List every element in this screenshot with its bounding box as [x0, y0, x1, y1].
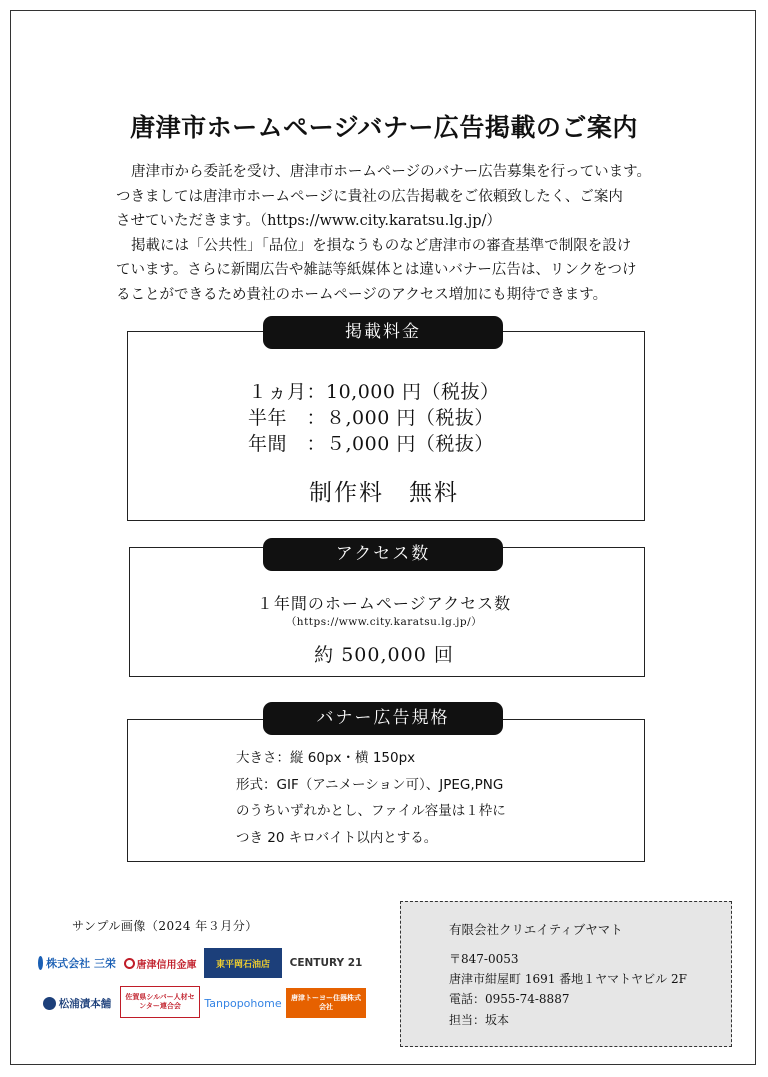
- spec-format: 形式：GIF（アニメーション可）、JPEG,PNG: [236, 776, 504, 793]
- logo-toyo-text: 唐津トーヨー住器株式会社: [291, 994, 361, 1011]
- contact-box: [400, 901, 732, 1047]
- spec-format-cont: のうちいずれかとし、ファイル容量は１枠に: [236, 803, 506, 819]
- intro-line: つきましては唐津市ホームページに貴社の広告掲載をご依頼致したく、ご案内: [116, 188, 623, 205]
- logo-silver-text: 佐賀県シルバー人材センター連合会: [125, 993, 195, 1010]
- contact-phone: 電話：0955-74-8887: [449, 992, 570, 1006]
- access-header: アクセス数: [263, 538, 503, 571]
- logo-tanpopo-home: [204, 992, 282, 1014]
- intro-line: ています。さらに新聞広告や雑誌等紙媒体とは違いバナー広告は、リンクをつけ: [116, 262, 637, 278]
- spec-filesize: つき 20 キロバイト以内とする。: [236, 829, 438, 846]
- logo-hiraoka-text: 東平岡石油店: [215, 959, 270, 970]
- spec-text: [236, 745, 566, 851]
- contact-person: 担当：坂本: [449, 1013, 510, 1027]
- spec-header: バナー広告規格: [263, 702, 503, 735]
- intro-line: させていただきます。（https://www.city.karatsu.lg.jp/）: [116, 213, 501, 229]
- access-count: 約 500,000 回: [314, 644, 454, 666]
- logo-sanei: [38, 952, 116, 974]
- intro-line: ることができるため貴社のホームページのアクセス増加にも期待できます。: [116, 286, 608, 303]
- logo-silver-center: [120, 986, 200, 1018]
- logo-matsuura-text: 松浦漬本舗: [58, 997, 112, 1010]
- logo-tanpopo-text: Tanpopohome: [204, 996, 282, 1010]
- sample-label: サンプル画像（2024 年３月分）: [72, 919, 258, 933]
- contact-postal: 〒847-0053: [449, 952, 519, 966]
- spec-size: 大きさ：縦 60px・横 150px: [236, 750, 416, 766]
- logo-century21-text: CENTURY 21: [289, 957, 363, 969]
- access-description: １年間のホームページアクセス数: [256, 594, 512, 613]
- intro-line: 唐津市から委託を受け、唐津市ホームページのバナー広告募集を行っています。: [131, 164, 651, 180]
- logo-matsuura: [38, 992, 116, 1014]
- contact-address: 唐津市紺屋町 1691 番地１ヤマトヤビル 2F: [449, 972, 687, 986]
- page-title: 唐津市ホームページバナー広告掲載のご案内: [130, 113, 638, 142]
- production-fee: 制作料 無料: [309, 480, 459, 506]
- fee-monthly: １ヵ月：10,000 円（税抜）: [248, 381, 500, 403]
- logo-toyo-juki: [286, 988, 366, 1018]
- intro-line: 掲載には「公共性」「品位」を損なうものなど唐津市の審査基準で制限を設け: [131, 237, 632, 254]
- logo-higashi-hiraoka: [204, 948, 282, 978]
- fees-header: 掲載料金: [263, 316, 503, 349]
- logo-sanei-text: 株式会社 三栄: [46, 957, 116, 970]
- logo-matsuura-mark-icon: [43, 997, 56, 1010]
- logo-karatsu-shinkin: [120, 952, 200, 974]
- contact-company: 有限会社クリエイティブヤマト: [449, 922, 623, 937]
- fee-half-year: 半年 ：８,000 円（税抜）: [248, 407, 494, 429]
- logo-shinkin-text: 唐津信用金庫: [136, 959, 197, 971]
- logo-shinkin-mark-icon: [124, 958, 135, 969]
- access-url: （https://www.city.karatsu.lg.jp/）: [285, 616, 483, 628]
- logo-sanei-mark-icon: [38, 956, 43, 970]
- fee-yearly: 年間 ：５,000 円（税抜）: [248, 433, 494, 455]
- logo-century21: [286, 952, 366, 974]
- intro-text: [116, 160, 676, 307]
- sample-logos: [38, 948, 368, 1023]
